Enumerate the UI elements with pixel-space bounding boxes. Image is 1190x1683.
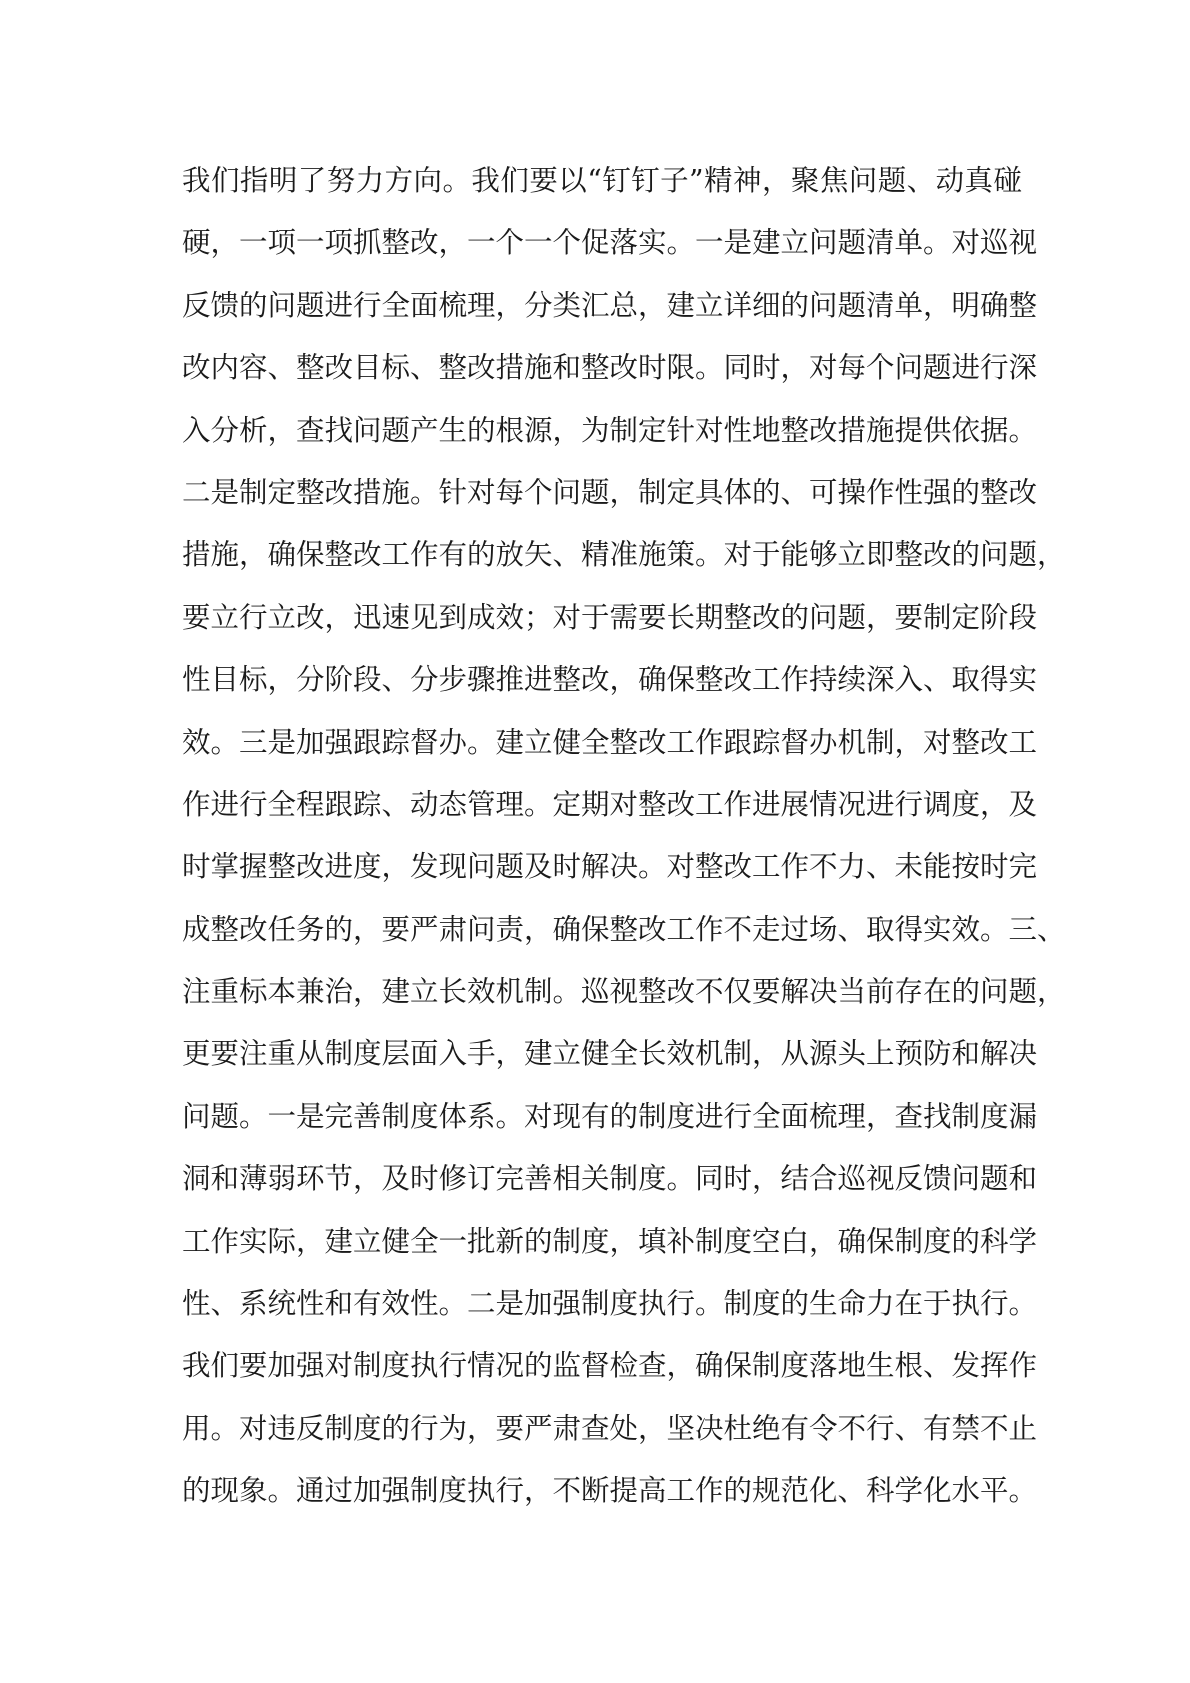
text-line: 成整改任务的，要严肃问责，确保整改工作不走过场、取得实效。三、: [182, 912, 1066, 946]
text-line: 硬，一项一项抓整改，一个一个促落实。一是建立问题清单。对巡视: [182, 226, 1038, 260]
text-line: 时掌握整改进度，发现问题及时解决。对整改工作不力、未能按时完: [182, 850, 1038, 884]
text-line: 注重标本兼治，建立长效机制。巡视整改不仅要解决当前存在的问题，: [182, 975, 1066, 1009]
text-line: 工作实际，建立健全一批新的制度，填补制度空白，确保制度的科学: [182, 1224, 1038, 1258]
text-line: 洞和薄弱环节，及时修订完善相关制度。同时，结合巡视反馈问题和: [182, 1162, 1038, 1196]
text-line: 性目标，分阶段、分步骤推进整改，确保整改工作持续深入、取得实: [182, 663, 1038, 697]
body-text: [182, 150, 1066, 1523]
text-line: 性、系统性和有效性。二是加强制度执行。制度的生命力在于执行。: [182, 1287, 1038, 1321]
text-line: 入分析，查找问题产生的根源，为制定针对性地整改措施提供依据。: [182, 413, 1038, 447]
text-line: 用。对违反制度的行为，要严肃查处，坚决杜绝有令不行、有禁不止: [182, 1411, 1038, 1445]
text-line: 我们要加强对制度执行情况的监督检查，确保制度落地生根、发挥作: [182, 1349, 1038, 1383]
text-line: 的现象。通过加强制度执行，不断提高工作的规范化、科学化水平。: [182, 1474, 1038, 1508]
text-line: 改内容、整改目标、整改措施和整改时限。同时，对每个问题进行深: [182, 351, 1038, 385]
text-line: 问题。一是完善制度体系。对现有的制度进行全面梳理，查找制度漏: [182, 1099, 1038, 1133]
text-line: 反馈的问题进行全面梳理，分类汇总，建立详细的问题清单，明确整: [182, 288, 1038, 322]
text-line: 作进行全程跟踪、动态管理。定期对整改工作进展情况进行调度，及: [182, 787, 1038, 821]
text-line: 更要注重从制度层面入手，建立健全长效机制，从源头上预防和解决: [182, 1037, 1038, 1071]
text-line: 我们指明了努力方向。我们要以“钉钉子”精神，聚焦问题、动真碰: [182, 164, 1022, 197]
text-line: 措施，确保整改工作有的放矢、精准施策。对于能够立即整改的问题，: [182, 538, 1066, 572]
text-line: 二是制定整改措施。针对每个问题，制定具体的、可操作性强的整改: [182, 475, 1038, 509]
text-line: 要立行立改，迅速见到成效；对于需要长期整改的问题，要制定阶段: [182, 600, 1038, 634]
text-line: 效。三是加强跟踪督办。建立健全整改工作跟踪督办机制，对整改工: [182, 725, 1038, 759]
